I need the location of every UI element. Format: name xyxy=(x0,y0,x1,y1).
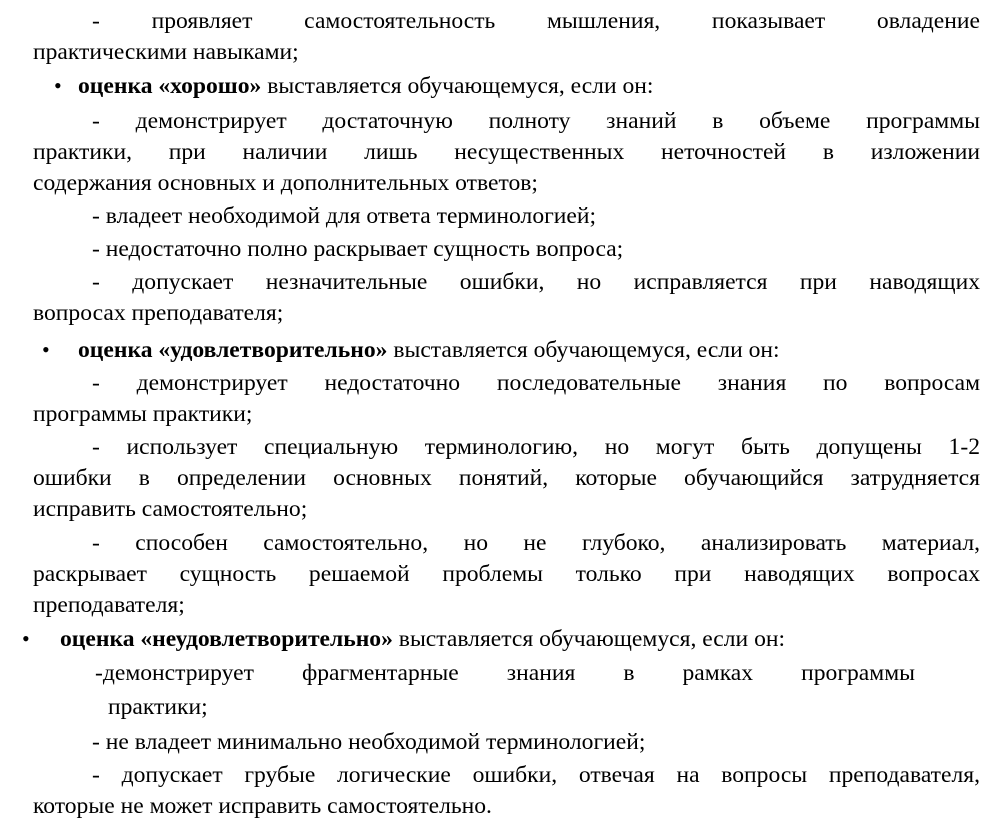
excellent-criterion-line-2: практическими навыками; xyxy=(33,39,299,65)
excellent-criterion-line-1: - проявляет самостоятельность мышления, показывает овладение xyxy=(92,8,980,34)
grade-good-intro xyxy=(78,75,653,99)
good-item-1-line-3: содержания основных и дополнительных ответов; xyxy=(33,170,538,196)
unsatisfactory-item-3-line-1: - допускает грубые логические ошибки, отвечая на вопросы преподавателя, xyxy=(92,762,980,788)
good-item-1-line-2: практики, при наличии лишь несущественных неточностей в изложении xyxy=(33,139,980,165)
good-item-3: - недостаточно полно раскрывает сущность вопроса; xyxy=(92,236,624,262)
grade-satisfactory-intro xyxy=(78,339,780,363)
unsatisfactory-item-1-line-2: практики; xyxy=(108,694,208,720)
grade-unsatisfactory-label: оценка «неудовлетворительно» xyxy=(60,626,393,652)
satisfactory-item-3-line-3: преподавателя; xyxy=(33,592,185,618)
unsatisfactory-item-2: - не владеет минимально необходимой терминологией; xyxy=(92,729,646,755)
good-item-2: - владеет необходимой для ответа терминологией; xyxy=(92,203,597,229)
grade-good-intro-suffix: выставляется обучающемуся, если он: xyxy=(261,73,654,99)
grade-unsatisfactory-intro-suffix: выставляется обучающемуся, если он: xyxy=(392,626,786,652)
unsatisfactory-item-1-line-1: -демонстрирует фрагментарные знания в рамках программы xyxy=(95,660,915,686)
grade-unsatisfactory-intro xyxy=(60,628,785,652)
grade-satisfactory-intro-suffix: выставляется обучающемуся, если он: xyxy=(387,337,780,363)
bullet-satisfactory: • xyxy=(42,337,50,362)
good-item-4-line-2: вопросах преподавателя; xyxy=(33,300,284,326)
bullet-unsatisfactory: • xyxy=(22,626,30,651)
grade-satisfactory-label: оценка «удовлетворительно» xyxy=(78,337,388,363)
satisfactory-item-2-line-1: - использует специальную терминологию, но могут быть допущены 1-2 xyxy=(92,434,980,460)
bullet-good: • xyxy=(54,73,62,98)
satisfactory-item-3-line-2: раскрывает сущность решаемой проблемы только при наводящих вопросах xyxy=(33,561,980,587)
satisfactory-item-2-line-3: исправить самостоятельно; xyxy=(33,496,308,522)
satisfactory-item-3-line-1: - способен самостоятельно, но не глубоко, анализировать материал, xyxy=(92,530,980,556)
satisfactory-item-2-line-2: ошибки в определении основных понятий, которые обучающийся затрудняется xyxy=(33,465,980,491)
unsatisfactory-item-3-line-2: которые не может исправить самостоятельно. xyxy=(33,793,492,819)
good-item-1-line-1: - демонстрирует достаточную полноту знаний в объеме программы xyxy=(92,108,980,134)
good-item-4-line-1: - допускает незначительные ошибки, но исправляется при наводящих xyxy=(92,269,980,295)
satisfactory-item-1-line-1: - демонстрирует недостаточно последовательные знания по вопросам xyxy=(92,370,980,396)
satisfactory-item-1-line-2: программы практики; xyxy=(33,401,253,427)
grade-good-label: оценка «хорошо» xyxy=(78,73,262,99)
